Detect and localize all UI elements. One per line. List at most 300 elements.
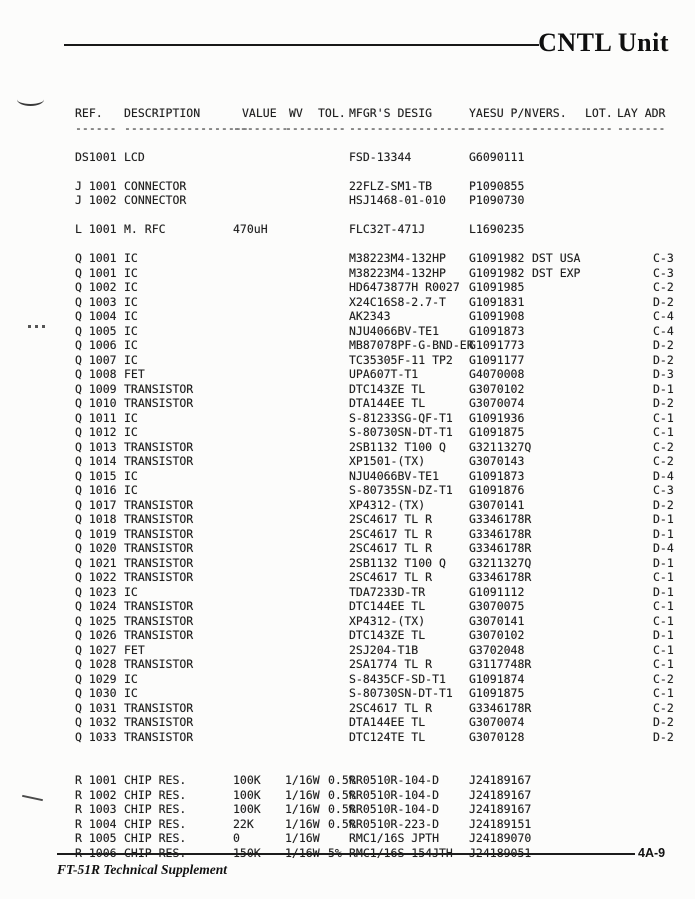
table-row [75,411,687,426]
cell-yaesu_pn: G1091982 [469,265,525,280]
table-row [75,570,687,585]
cell-description: IC [124,410,138,425]
cell-ref: Q 1015 [75,468,117,483]
cell-mfgr_desig: RR0510R-104-D [349,802,440,816]
column-dashes-mfgr_desig: ------------------ [349,120,474,135]
cell-ref: R 1004 [75,816,117,831]
cell-yaesu_pn: G1091177 [469,352,525,367]
cell-description: IC [124,483,138,497]
cell-mfgr_desig: DTC144EE TL [349,599,426,613]
cell-ref: Q 1011 [75,410,117,425]
cell-ref: R 1003 [75,802,117,816]
cell-mfgr_desig: 2SC4617 TL R [349,570,433,584]
cell-mfgr_desig: 2SC4617 TL R [349,700,433,715]
row-spacer [75,164,687,179]
column-header-lot: LOT. [585,106,613,120]
cell-mfgr_desig: TC35305F-11 TP2 [349,352,453,367]
cell-ref: Q 1004 [75,309,117,323]
cell-yaesu_pn: G1091982 [469,251,525,265]
cell-ref: Q 1019 [75,526,117,541]
row-spacer [75,759,687,774]
cell-yaesu_pn: P1090855 [469,178,525,193]
table-row [75,672,687,687]
table-row [75,541,687,556]
cell-mfgr_desig: 2SB1132 T100 Q [349,555,446,570]
cell-ref: R 1001 [75,773,117,787]
cell-description: TRANSISTOR [124,541,194,555]
cell-ref: Q 1033 [75,729,117,744]
cell-mfgr_desig: S-80730SN-DT-T1 [349,686,453,700]
cell-description: IC [124,309,138,323]
cell-vers: DST EXP [532,265,581,280]
cell-yaesu_pn: G1091773 [469,338,525,352]
cell-description: IC [124,323,138,338]
column-header-ref: REF. [75,106,103,120]
cell-description: CHIP RES. [124,831,187,845]
cell-ref: Q 1014 [75,454,117,468]
cell-lay_adr: D-3 [653,367,674,381]
cell-tol: 0.5% [328,802,356,816]
cell-lay_adr: C-1 [653,570,674,584]
cell-lay_adr: D-1 [653,512,674,526]
cell-description: IC [124,265,138,280]
cell-mfgr_desig: UPA607T-T1 [349,367,419,381]
cell-lay_adr: D-1 [653,526,674,541]
cell-description: IC [124,352,138,367]
cell-lay_adr: D-2 [653,729,674,744]
cell-yaesu_pn: J24189070 [469,831,532,845]
cell-lay_adr: D-2 [653,338,674,352]
scan-artifact-dash [22,795,43,801]
row-spacer [75,208,687,223]
column-header-yaesu_pn: YAESU P/N [469,106,532,120]
table-row [75,701,687,716]
cell-yaesu_pn: L1690235 [469,222,525,236]
column-header-mfgr_desig: MFGR'S DESIG [349,106,433,120]
table-header-row [75,106,687,121]
column-header-vers: VERS. [532,106,567,120]
cell-mfgr_desig: S-8435CF-SD-T1 [349,671,446,686]
cell-yaesu_pn: G3346178R [469,526,532,541]
cell-description: TRANSISTOR [124,555,194,570]
column-header-wv: WV [289,106,303,120]
cell-ref: Q 1031 [75,700,117,715]
table-row [75,498,687,513]
cell-value: 100K [233,787,261,802]
cell-mfgr_desig: FLC32T-471J [349,222,426,236]
cell-mfgr_desig: XP4312-(TX) [349,497,426,512]
table-row [75,280,687,295]
table-row [75,556,687,571]
cell-ref: R 1002 [75,787,117,802]
cell-yaesu_pn: J24189167 [469,773,532,787]
cell-description: M. RFC [124,222,166,236]
cell-mfgr_desig: 22FLZ-SM1-TB [349,178,433,193]
cell-ref: Q 1032 [75,715,117,729]
cell-lay_adr: C-4 [653,323,674,338]
column-header-value: VALUE [242,106,277,120]
row-spacer [75,135,687,150]
cell-description: IC [124,280,138,294]
cell-mfgr_desig: S-80730SN-DT-T1 [349,425,453,439]
row-spacer [75,237,687,252]
cell-description: IC [124,425,138,439]
cell-description: TRANSISTOR [124,657,194,671]
cell-lay_adr: C-4 [653,309,674,323]
cell-mfgr_desig: HD6473877H R0027 [349,280,460,294]
cell-yaesu_pn: G3070143 [469,454,525,468]
cell-ref: J 1002 [75,193,117,207]
cell-lay_adr: D-2 [653,294,674,309]
table-row [75,295,687,310]
column-header-lay_adr: LAY ADR [617,106,666,120]
cell-ref: Q 1010 [75,396,117,410]
cell-mfgr_desig: DTC143ZE TL [349,381,426,396]
cell-wv: 1/16W [285,831,320,845]
row-spacer [75,744,687,759]
cell-description: CHIP RES. [124,802,187,816]
cell-mfgr_desig: DTC124TE TL [349,729,426,744]
cell-lay_adr: C-3 [653,483,674,497]
cell-ref: Q 1005 [75,323,117,338]
table-row [75,353,687,368]
cell-ref: Q 1029 [75,671,117,686]
doc-title: FT-51R Technical Supplement [57,862,228,877]
cell-description: TRANSISTOR [124,628,194,642]
cell-ref: Q 1020 [75,541,117,555]
cell-lay_adr: C-2 [653,280,674,294]
column-header-tol: TOL. [318,106,346,120]
table-row [75,150,687,165]
cell-yaesu_pn: G4070008 [469,367,525,381]
cell-mfgr_desig: 2SC4617 TL R [349,541,433,555]
cell-lay_adr: C-2 [653,439,674,454]
column-dashes-tol: ---- [318,120,346,135]
cell-ref: Q 1018 [75,512,117,526]
cell-yaesu_pn: G1091112 [469,584,525,599]
cell-yaesu_pn: G3070141 [469,497,525,512]
table-row [75,643,687,658]
cell-mfgr_desig: XP1501-(TX) [349,454,426,468]
cell-yaesu_pn: G1091875 [469,425,525,439]
cell-yaesu_pn: G1091875 [469,686,525,700]
cell-yaesu_pn: G3070141 [469,613,525,628]
parts-table [75,106,687,860]
cell-yaesu_pn: G3070074 [469,715,525,729]
cell-mfgr_desig: XP4312-(TX) [349,613,426,628]
cell-yaesu_pn: G1091936 [469,410,525,425]
page-title: CNTL Unit [538,28,669,57]
cell-lay_adr: D-1 [653,628,674,642]
cell-lay_adr: C-3 [653,265,674,280]
table-row [75,599,687,614]
table-row [75,309,687,324]
cell-yaesu_pn: G3070074 [469,396,525,410]
cell-ref: Q 1024 [75,599,117,613]
cell-lay_adr: D-1 [653,381,674,396]
column-dashes-yaesu_pn: ---------- [469,120,539,135]
table-row [75,527,687,542]
cell-description: IC [124,671,138,686]
cell-mfgr_desig: 2SC4617 TL R [349,526,433,541]
column-dashes-value: -------- [233,120,289,135]
cell-ref: Q 1025 [75,613,117,628]
cell-lay_adr: D-4 [653,541,674,555]
cell-description: TRANSISTOR [124,715,194,729]
cell-yaesu_pn: G3346178R [469,512,532,526]
cell-description: TRANSISTOR [124,570,194,584]
cell-description: CONNECTOR [124,178,187,193]
table-row [75,193,687,208]
cell-ref: Q 1030 [75,686,117,700]
cell-description: IC [124,468,138,483]
table-row [75,483,687,498]
table-row [75,788,687,803]
cell-ref: DS1001 [75,149,117,164]
cell-mfgr_desig: FSD-13344 [349,149,412,164]
cell-yaesu_pn: G1091873 [469,468,525,483]
cell-mfgr_desig: M38223M4-132HP [349,251,446,265]
cell-mfgr_desig: DTC143ZE TL [349,628,426,642]
cell-mfgr_desig: 2SJ204-T1B [349,642,419,657]
table-row [75,469,687,484]
column-header-description: DESCRIPTION [124,106,201,120]
cell-description: TRANSISTOR [124,613,194,628]
cell-value: 100K [233,802,261,816]
cell-description: TRANSISTOR [124,396,194,410]
table-row [75,266,687,281]
cell-description: FET [124,367,145,381]
cell-wv: 1/16W [285,787,320,802]
cell-lay_adr: C-1 [653,657,674,671]
cell-description: TRANSISTOR [124,381,194,396]
cell-lay_adr: C-2 [653,454,674,468]
cell-mfgr_desig: X24C16S8-2.7-T [349,294,446,309]
cell-wv: 1/16W [285,773,320,787]
cell-description: CONNECTOR [124,193,187,207]
cell-yaesu_pn: G3346178R [469,700,532,715]
cell-yaesu_pn: G3346178R [469,541,532,555]
cell-value: 0 [233,831,240,845]
cell-tol: 0.5% [328,816,356,831]
cell-ref: Q 1016 [75,483,117,497]
cell-yaesu_pn: G3117748R [469,657,532,671]
cell-lay_adr: C-1 [653,642,674,657]
scan-artifact-arc [17,93,44,106]
cell-mfgr_desig: 2SA1774 TL R [349,657,433,671]
table-row [75,425,687,440]
cell-yaesu_pn: G6090111 [469,149,525,164]
cell-yaesu_pn: G3070128 [469,729,525,744]
table-row [75,251,687,266]
cell-lay_adr: C-3 [653,251,674,265]
table-row [75,802,687,817]
cell-ref: Q 1006 [75,338,117,352]
cell-yaesu_pn: J24189167 [469,802,532,816]
table-row [75,773,687,788]
cell-mfgr_desig: 2SB1132 T100 Q [349,439,446,454]
cell-mfgr_desig: DTA144EE TL [349,715,426,729]
cell-ref: Q 1021 [75,555,117,570]
scan-artifact-dots [28,325,45,328]
table-row [75,585,687,600]
cell-yaesu_pn: G3070075 [469,599,525,613]
cell-yaesu_pn: G1091873 [469,323,525,338]
cell-tol: 0.5% [328,787,356,802]
cell-description: TRANSISTOR [124,526,194,541]
table-row [75,222,687,237]
cell-description: CHIP RES. [124,816,187,831]
cell-mfgr_desig: NJU4066BV-TE1 [349,468,440,483]
column-dashes-vers: -------- [532,120,588,135]
cell-yaesu_pn: G3702048 [469,642,525,657]
table-row [75,686,687,701]
cell-ref: Q 1007 [75,352,117,367]
cell-yaesu_pn: G1091876 [469,483,525,497]
cell-value: 100K [233,773,261,787]
cell-description: TRANSISTOR [124,454,194,468]
cell-ref: J 1001 [75,178,117,193]
cell-ref: Q 1001 [75,251,117,265]
cell-mfgr_desig: MB87078PF-G-BND-ER [349,338,474,352]
cell-mfgr_desig: DTA144EE TL [349,396,426,410]
cell-mfgr_desig: S-81233SG-QF-T1 [349,410,453,425]
cell-ref: Q 1023 [75,584,117,599]
table-row [75,730,687,745]
cell-description: TRANSISTOR [124,512,194,526]
table-row [75,831,687,846]
cell-tol: 0.5% [328,773,356,787]
cell-description: IC [124,338,138,352]
table-header-dashes [75,121,687,136]
cell-description: IC [124,686,138,700]
header-rule [64,44,539,46]
table-row [75,440,687,455]
cell-ref: Q 1017 [75,497,117,512]
cell-ref: Q 1027 [75,642,117,657]
cell-ref: Q 1001 [75,265,117,280]
table-row [75,338,687,353]
cell-yaesu_pn: G1091908 [469,309,525,323]
column-dashes-lay_adr: ------- [617,120,666,135]
cell-description: TRANSISTOR [124,700,194,715]
cell-lay_adr: C-1 [653,613,674,628]
table-row [75,367,687,382]
footer-rule [57,853,635,855]
cell-yaesu_pn: G1091831 [469,294,525,309]
cell-value: 22K [233,816,254,831]
cell-ref: Q 1002 [75,280,117,294]
page-number: 4A-9 [638,846,666,860]
cell-vers: DST USA [532,251,581,265]
cell-wv: 1/16W [285,802,320,816]
table-row [75,614,687,629]
cell-lay_adr: C-1 [653,686,674,700]
cell-ref: Q 1003 [75,294,117,309]
cell-lay_adr: D-2 [653,352,674,367]
cell-lay_adr: C-1 [653,599,674,613]
cell-mfgr_desig: RR0510R-104-D [349,773,440,787]
table-row [75,715,687,730]
cell-description: TRANSISTOR [124,729,194,744]
cell-value: 470uH [233,222,268,236]
cell-mfgr_desig: S-80735SN-DZ-T1 [349,483,453,497]
cell-yaesu_pn: G1091985 [469,280,525,294]
cell-ref: Q 1026 [75,628,117,642]
cell-lay_adr: D-2 [653,396,674,410]
cell-yaesu_pn: G1091874 [469,671,525,686]
cell-yaesu_pn: P1090730 [469,193,525,207]
table-row [75,628,687,643]
cell-mfgr_desig: HSJ1468-01-010 [349,193,446,207]
cell-ref: Q 1028 [75,657,117,671]
table-row [75,324,687,339]
cell-lay_adr: D-2 [653,497,674,512]
cell-ref: R 1005 [75,831,117,845]
column-dashes-description: ------------------ [124,120,249,135]
column-dashes-ref: ------ [75,120,117,135]
cell-lay_adr: D-1 [653,584,674,599]
cell-description: IC [124,294,138,309]
table-row [75,396,687,411]
cell-yaesu_pn: G3070102 [469,381,525,396]
cell-description: CHIP RES. [124,773,187,787]
cell-mfgr_desig: TDA7233D-TR [349,584,426,599]
cell-wv: 1/16W [285,816,320,831]
cell-ref: Q 1008 [75,367,117,381]
cell-ref: Q 1022 [75,570,117,584]
cell-mfgr_desig: M38223M4-132HP [349,265,446,280]
cell-description: LCD [124,149,145,164]
cell-mfgr_desig: 2SC4617 TL R [349,512,433,526]
cell-description: TRANSISTOR [124,599,194,613]
cell-description: IC [124,251,138,265]
cell-description: TRANSISTOR [124,439,194,454]
cell-mfgr_desig: AK2343 [349,309,391,323]
table-row [75,454,687,469]
cell-mfgr_desig: RR0510R-104-D [349,787,440,802]
column-dashes-wv: ----- [285,120,320,135]
table-row [75,512,687,527]
cell-lay_adr: D-1 [653,555,674,570]
cell-lay_adr: C-1 [653,425,674,439]
table-row [75,382,687,397]
cell-ref: Q 1012 [75,425,117,439]
cell-yaesu_pn: G3346178R [469,570,532,584]
cell-mfgr_desig: RR0510R-223-D [349,816,440,831]
cell-mfgr_desig: NJU4066BV-TE1 [349,323,440,338]
cell-lay_adr: D-4 [653,468,674,483]
table-row [75,657,687,672]
cell-yaesu_pn: G3211327Q [469,439,532,454]
cell-yaesu_pn: G3070102 [469,628,525,642]
cell-description: FET [124,642,145,657]
cell-yaesu_pn: J24189167 [469,787,532,802]
cell-lay_adr: C-1 [653,410,674,425]
cell-lay_adr: C-2 [653,671,674,686]
cell-ref: Q 1009 [75,381,117,396]
cell-ref: Q 1013 [75,439,117,454]
table-row [75,179,687,194]
cell-ref: L 1001 [75,222,117,236]
cell-lay_adr: C-2 [653,700,674,715]
column-dashes-lot: ---- [585,120,613,135]
cell-description: CHIP RES. [124,787,187,802]
cell-description: TRANSISTOR [124,497,194,512]
cell-lay_adr: D-2 [653,715,674,729]
cell-description: IC [124,584,138,599]
cell-yaesu_pn: J24189151 [469,816,532,831]
